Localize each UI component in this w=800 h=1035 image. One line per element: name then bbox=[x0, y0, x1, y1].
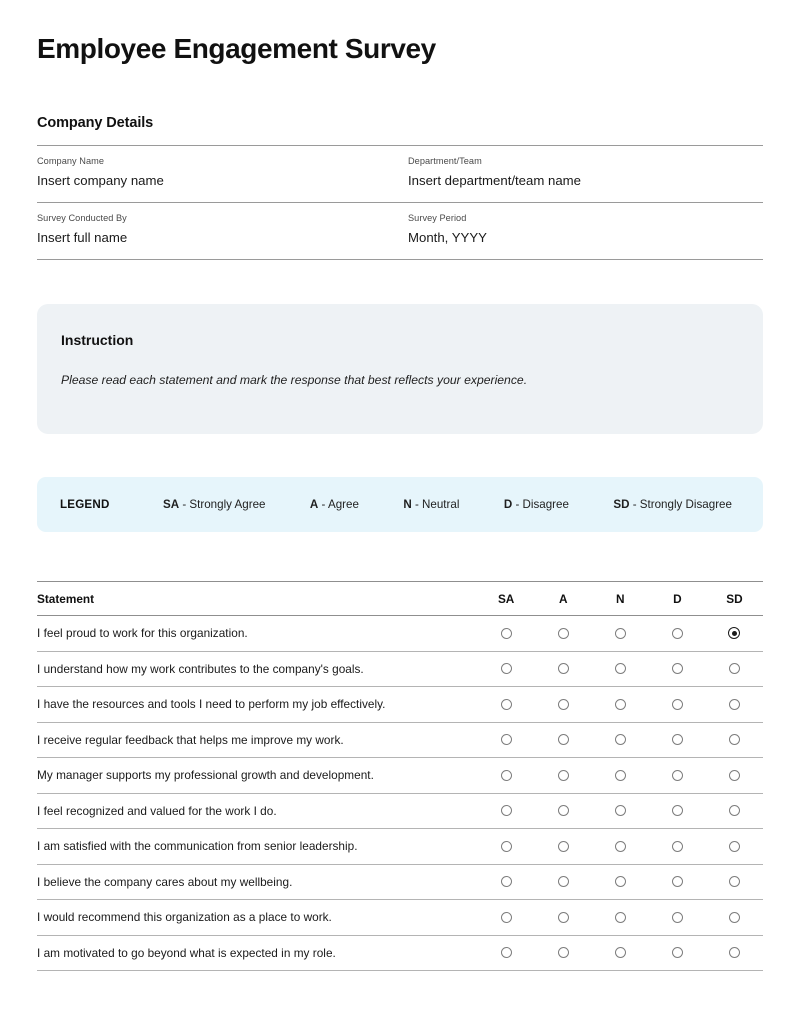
radio-cell-sa[interactable] bbox=[478, 935, 535, 971]
radio-sa-icon[interactable] bbox=[501, 734, 512, 745]
field-survey-conducted-by[interactable] bbox=[37, 203, 400, 259]
radio-sd-icon[interactable] bbox=[729, 805, 740, 816]
legend-label: Strongly Agree bbox=[189, 498, 266, 511]
radio-cell-sd[interactable] bbox=[706, 758, 763, 794]
radio-cell-d[interactable] bbox=[649, 829, 706, 865]
radio-a-icon[interactable] bbox=[558, 699, 569, 710]
radio-d-icon[interactable] bbox=[672, 770, 683, 781]
radio-cell-sd[interactable] bbox=[706, 793, 763, 829]
radio-sd-icon[interactable] bbox=[729, 699, 740, 710]
legend-title: LEGEND bbox=[60, 498, 110, 511]
radio-sd-icon[interactable] bbox=[729, 947, 740, 958]
radio-cell-sa[interactable] bbox=[478, 616, 535, 652]
radio-d-icon[interactable] bbox=[672, 734, 683, 745]
field-value[interactable]: Insert full name bbox=[37, 230, 128, 245]
column-header-sd: SD bbox=[706, 582, 763, 616]
legend-item-sd bbox=[613, 498, 732, 511]
page-title: Employee Engagement Survey bbox=[37, 33, 436, 64]
radio-n-icon[interactable] bbox=[615, 770, 626, 781]
legend-item-n bbox=[403, 498, 459, 511]
radio-cell-a[interactable] bbox=[535, 758, 592, 794]
radio-n-icon[interactable] bbox=[615, 912, 626, 923]
radio-cell-sd[interactable] bbox=[706, 864, 763, 900]
field-label: Survey Period bbox=[408, 213, 467, 223]
radio-cell-sd[interactable] bbox=[706, 687, 763, 723]
field-department-team[interactable] bbox=[400, 146, 763, 202]
legend-separator: - bbox=[318, 498, 328, 511]
radio-d-icon[interactable] bbox=[672, 663, 683, 674]
table-header-row bbox=[37, 582, 763, 616]
legend-item-a bbox=[310, 498, 359, 511]
field-label: Survey Conducted By bbox=[37, 213, 127, 223]
radio-sa-icon[interactable] bbox=[501, 912, 512, 923]
radio-cell-n[interactable] bbox=[592, 651, 649, 687]
radio-d-icon[interactable] bbox=[672, 841, 683, 852]
radio-cell-a[interactable] bbox=[535, 829, 592, 865]
statement-text: I feel proud to work for this organization. bbox=[37, 616, 478, 652]
radio-cell-a[interactable] bbox=[535, 616, 592, 652]
radio-cell-sa[interactable] bbox=[478, 793, 535, 829]
legend-items bbox=[163, 498, 740, 511]
radio-n-icon[interactable] bbox=[615, 628, 626, 639]
statement-text: I understand how my work contributes to the company's goals. bbox=[37, 651, 478, 687]
statement-text: I receive regular feedback that helps me improve my work. bbox=[37, 722, 478, 758]
legend-abbr: N bbox=[403, 498, 412, 511]
legend-item-d bbox=[504, 498, 569, 511]
column-header-a: A bbox=[535, 582, 592, 616]
radio-d-icon[interactable] bbox=[672, 947, 683, 958]
radio-sa-icon[interactable] bbox=[501, 805, 512, 816]
instruction-panel bbox=[37, 304, 763, 434]
column-header-sa: SA bbox=[478, 582, 535, 616]
radio-cell-d[interactable] bbox=[649, 793, 706, 829]
radio-cell-a[interactable] bbox=[535, 900, 592, 936]
legend-separator: - bbox=[411, 498, 423, 511]
statement-text: I would recommend this organization as a place to work. bbox=[37, 900, 478, 936]
table-header bbox=[37, 582, 763, 616]
legend-abbr: D bbox=[503, 498, 513, 511]
radio-cell-a[interactable] bbox=[535, 935, 592, 971]
table-row bbox=[37, 651, 763, 687]
radio-cell-n[interactable] bbox=[592, 793, 649, 829]
legend-label: Neutral bbox=[422, 498, 460, 511]
radio-cell-d[interactable] bbox=[649, 687, 706, 723]
radio-a-icon[interactable] bbox=[558, 841, 569, 852]
radio-d-icon[interactable] bbox=[672, 912, 683, 923]
radio-n-icon[interactable] bbox=[615, 805, 626, 816]
radio-cell-sd[interactable] bbox=[706, 722, 763, 758]
radio-n-icon[interactable] bbox=[615, 841, 626, 852]
radio-cell-d[interactable] bbox=[649, 722, 706, 758]
legend-bar bbox=[37, 477, 763, 532]
field-value[interactable]: Month, YYYY bbox=[408, 230, 487, 245]
legend-label: Disagree bbox=[522, 498, 569, 511]
radio-cell-d[interactable] bbox=[649, 900, 706, 936]
radio-sd-icon[interactable] bbox=[729, 876, 740, 887]
company-details-row bbox=[37, 203, 763, 260]
radio-n-icon[interactable] bbox=[615, 734, 626, 745]
radio-cell-a[interactable] bbox=[535, 722, 592, 758]
radio-cell-sa[interactable] bbox=[478, 651, 535, 687]
field-label: Company Name bbox=[37, 156, 104, 166]
instruction-text: Please read each statement and mark the response that best reflects your experience. bbox=[61, 373, 528, 387]
statement-text: I am motivated to go beyond what is expected in my role. bbox=[37, 935, 478, 971]
column-header-d: D bbox=[649, 582, 706, 616]
instruction-title: Instruction bbox=[61, 332, 134, 348]
legend-abbr: SA bbox=[163, 498, 180, 511]
radio-d-icon[interactable] bbox=[672, 876, 683, 887]
radio-a-icon[interactable] bbox=[558, 805, 569, 816]
table-row bbox=[37, 758, 763, 794]
legend-item-sa bbox=[163, 498, 265, 511]
radio-cell-n[interactable] bbox=[592, 616, 649, 652]
statement-text: I am satisfied with the communication from senior leadership. bbox=[37, 829, 478, 865]
radio-cell-sd[interactable] bbox=[706, 616, 763, 652]
radio-sd-icon[interactable] bbox=[729, 663, 740, 674]
radio-cell-d[interactable] bbox=[649, 758, 706, 794]
radio-a-icon[interactable] bbox=[558, 912, 569, 923]
table-row bbox=[37, 829, 763, 865]
radio-cell-sa[interactable] bbox=[478, 758, 535, 794]
radio-cell-n[interactable] bbox=[592, 935, 649, 971]
statement-text: My manager supports my professional growth and development. bbox=[37, 758, 478, 794]
table-row bbox=[37, 900, 763, 936]
radio-n-icon[interactable] bbox=[615, 876, 626, 887]
radio-sa-icon[interactable] bbox=[501, 947, 512, 958]
table-row bbox=[37, 793, 763, 829]
company-details-heading: Company Details bbox=[37, 115, 154, 131]
radio-sd-icon[interactable] bbox=[729, 841, 740, 852]
statement-text: I believe the company cares about my wellbeing. bbox=[37, 864, 478, 900]
radio-sd-icon[interactable] bbox=[729, 770, 740, 781]
field-survey-period[interactable] bbox=[400, 203, 763, 259]
radio-cell-d[interactable] bbox=[649, 935, 706, 971]
radio-sa-icon[interactable] bbox=[501, 699, 512, 710]
radio-a-icon[interactable] bbox=[558, 947, 569, 958]
radio-sd-icon[interactable] bbox=[729, 734, 740, 745]
table-body bbox=[37, 616, 763, 971]
radio-cell-d[interactable] bbox=[649, 864, 706, 900]
radio-cell-a[interactable] bbox=[535, 651, 592, 687]
radio-cell-sa[interactable] bbox=[478, 900, 535, 936]
table-row bbox=[37, 687, 763, 723]
field-company-name[interactable] bbox=[37, 146, 400, 202]
table-row bbox=[37, 864, 763, 900]
column-header-n: N bbox=[592, 582, 649, 616]
column-header-statement: Statement bbox=[37, 582, 478, 616]
radio-cell-sa[interactable] bbox=[478, 864, 535, 900]
radio-cell-sa[interactable] bbox=[478, 722, 535, 758]
radio-cell-a[interactable] bbox=[535, 793, 592, 829]
radio-a-icon[interactable] bbox=[558, 876, 569, 887]
legend-label: Strongly Disagree bbox=[639, 498, 732, 511]
radio-cell-sd[interactable] bbox=[706, 651, 763, 687]
legend-abbr: SD bbox=[613, 498, 630, 511]
legend-separator: - bbox=[629, 498, 640, 511]
radio-n-icon[interactable] bbox=[615, 947, 626, 958]
radio-cell-n[interactable] bbox=[592, 829, 649, 865]
company-details-grid bbox=[37, 145, 763, 260]
radio-sd-icon[interactable] bbox=[728, 627, 740, 639]
table-row bbox=[37, 616, 763, 652]
radio-d-icon[interactable] bbox=[672, 805, 683, 816]
legend-separator: - bbox=[512, 498, 523, 511]
radio-sa-icon[interactable] bbox=[501, 770, 512, 781]
radio-a-icon[interactable] bbox=[558, 734, 569, 745]
radio-a-icon[interactable] bbox=[558, 628, 569, 639]
radio-d-icon[interactable] bbox=[672, 628, 683, 639]
radio-cell-sa[interactable] bbox=[478, 829, 535, 865]
radio-cell-sd[interactable] bbox=[706, 829, 763, 865]
radio-cell-sd[interactable] bbox=[706, 935, 763, 971]
radio-cell-n[interactable] bbox=[592, 900, 649, 936]
radio-cell-d[interactable] bbox=[649, 616, 706, 652]
table-row bbox=[37, 935, 763, 971]
radio-cell-n[interactable] bbox=[592, 687, 649, 723]
legend-label: Agree bbox=[327, 498, 359, 511]
radio-sa-icon[interactable] bbox=[501, 876, 512, 887]
radio-sd-icon[interactable] bbox=[729, 912, 740, 923]
radio-sa-icon[interactable] bbox=[501, 663, 512, 674]
field-value[interactable]: Insert company name bbox=[37, 173, 164, 188]
statement-text: I feel recognized and valued for the work I do. bbox=[37, 793, 478, 829]
radio-d-icon[interactable] bbox=[672, 699, 683, 710]
field-label: Department/Team bbox=[408, 156, 482, 166]
radio-n-icon[interactable] bbox=[615, 663, 626, 674]
radio-sa-icon[interactable] bbox=[501, 841, 512, 852]
radio-cell-n[interactable] bbox=[592, 722, 649, 758]
radio-n-icon[interactable] bbox=[615, 699, 626, 710]
statement-text: I have the resources and tools I need to perform my job effectively. bbox=[37, 687, 478, 723]
company-details-row bbox=[37, 146, 763, 203]
survey-statements-table bbox=[37, 581, 763, 971]
radio-cell-n[interactable] bbox=[592, 864, 649, 900]
table-row bbox=[37, 722, 763, 758]
radio-cell-a[interactable] bbox=[535, 687, 592, 723]
radio-cell-n[interactable] bbox=[592, 758, 649, 794]
radio-cell-sd[interactable] bbox=[706, 900, 763, 936]
radio-a-icon[interactable] bbox=[558, 663, 569, 674]
radio-cell-d[interactable] bbox=[649, 651, 706, 687]
radio-sa-icon[interactable] bbox=[501, 628, 512, 639]
radio-cell-sa[interactable] bbox=[478, 687, 535, 723]
legend-separator: - bbox=[179, 498, 190, 511]
legend-abbr: A bbox=[309, 498, 319, 511]
radio-a-icon[interactable] bbox=[558, 770, 569, 781]
field-value[interactable]: Insert department/team name bbox=[408, 173, 581, 188]
radio-cell-a[interactable] bbox=[535, 864, 592, 900]
